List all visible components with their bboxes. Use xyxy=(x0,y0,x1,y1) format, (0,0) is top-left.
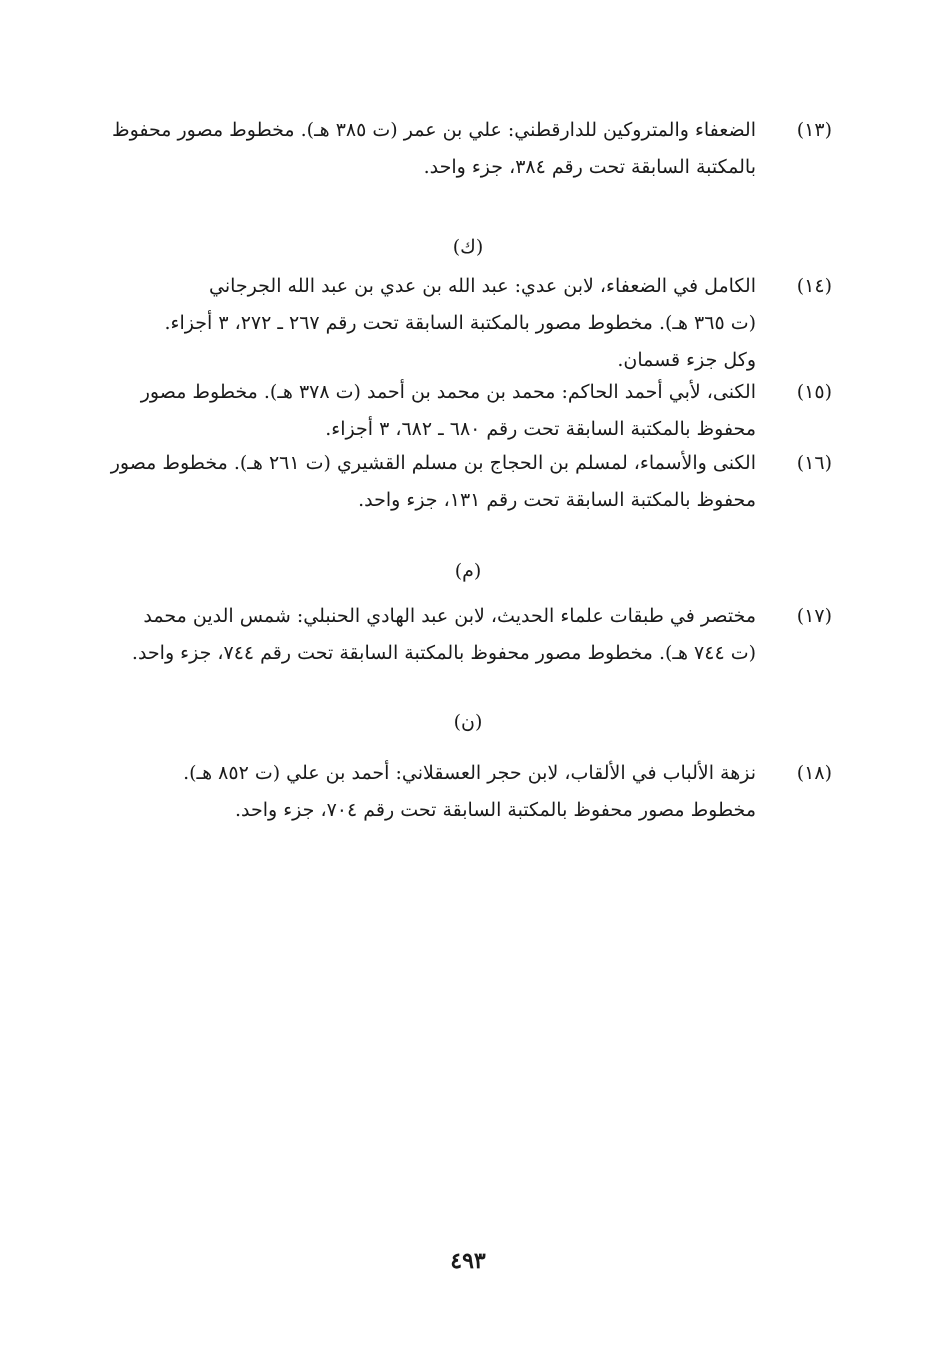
entry-number: (١٤) xyxy=(796,275,832,297)
section-heading-mim: (م) xyxy=(454,560,482,582)
bibliography-entry-14 xyxy=(120,268,832,379)
entry-number: (١٣) xyxy=(796,119,832,141)
entry-number: (١٦) xyxy=(796,452,832,474)
entry-line: نزهة الألباب في الألقاب، لابن حجر العسقلاني: أحمد بن علي (ت ٨٥٢ هـ). xyxy=(183,762,756,784)
entry-text xyxy=(120,374,756,448)
entry-line: محفوظ بالمكتبة السابقة تحت رقم ٦٨٠ ـ ٦٨٢، ٣ أجزاء. xyxy=(325,418,756,440)
entry-number: (١٧) xyxy=(796,605,832,627)
entry-line: (ت ٧٤٤ هـ). مخطوط مصور محفوظ بالمكتبة السابقة تحت رقم ٧٤٤، جزء واحد. xyxy=(131,642,756,664)
bibliography-entry-18 xyxy=(120,755,832,829)
bibliography-entry-17 xyxy=(120,598,832,672)
entry-line: محفوظ بالمكتبة السابقة تحت رقم ١٣١، جزء واحد. xyxy=(358,489,756,511)
entry-line: (ت ٣٦٥ هـ). مخطوط مصور بالمكتبة السابقة تحت رقم ٢٦٧ ـ ٢٧٢، ٣ أجزاء. xyxy=(164,312,756,334)
section-heading-kaf: (ك) xyxy=(452,236,484,258)
entry-text xyxy=(120,755,756,829)
entry-text xyxy=(120,268,756,379)
entry-line: الكنى، لأبي أحمد الحاكم: محمد بن محمد بن أحمد (ت ٣٧٨ هـ). مخطوط مصور xyxy=(140,381,756,403)
section-heading-nun: (ن) xyxy=(453,711,483,733)
entry-text xyxy=(112,112,756,186)
entry-line: مخطوط مصور محفوظ بالمكتبة السابقة تحت رقم ٧٠٤، جزء واحد. xyxy=(235,799,756,821)
entry-line: الضعفاء والمتروكين للدارقطني: علي بن عمر (ت ٣٨٥ هـ). مخطوط مصور محفوظ xyxy=(112,119,756,141)
page-number: ٤٩٣ xyxy=(450,1248,486,1274)
bibliography-entry-16 xyxy=(110,445,832,519)
entry-line: مختصر في طبقات علماء الحديث، لابن عبد الهادي الحنبلي: شمس الدين محمد xyxy=(143,605,756,627)
entry-number: (١٥) xyxy=(796,381,832,403)
entry-line: الكنى والأسماء، لمسلم بن الحجاج بن مسلم القشيري (ت ٢٦١ هـ). مخطوط مصور xyxy=(110,452,756,474)
entry-line: الكامل في الضعفاء، لابن عدي: عبد الله بن عدي بن عبد الله الجرجاني xyxy=(209,275,756,297)
entry-number: (١٨) xyxy=(796,762,832,784)
entry-text xyxy=(111,445,756,519)
entry-line: وكل جزء قسمان. xyxy=(617,349,756,371)
entry-line: بالمكتبة السابقة تحت رقم ٣٨٤، جزء واحد. xyxy=(423,156,756,178)
bibliography-entry-13 xyxy=(112,112,832,186)
entry-text xyxy=(120,598,756,672)
bibliography-entry-15 xyxy=(120,374,832,448)
